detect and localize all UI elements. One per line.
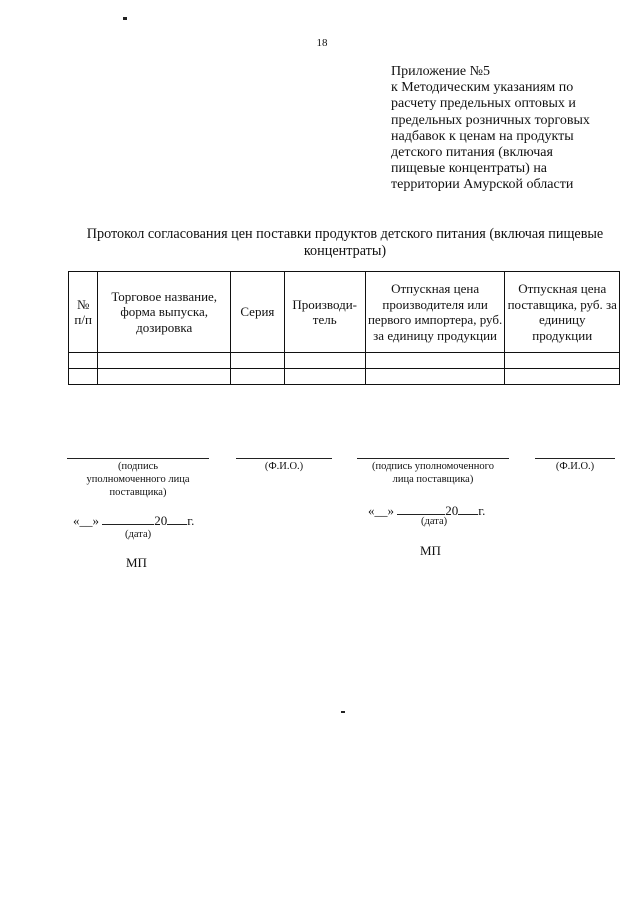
left-signature-caption: (подпись уполномоченного лица поставщика) xyxy=(86,461,190,498)
scan-speck xyxy=(341,711,345,713)
appendix-line: предельных розничных торговых xyxy=(391,112,590,128)
header-supplier-price: Отпускная цена поставщика, руб. за единицу продукции xyxy=(505,272,620,353)
left-date-line xyxy=(73,512,194,529)
appendix-line: Приложение №5 xyxy=(391,64,490,79)
table-cell xyxy=(69,369,98,385)
appendix-line: расчету предельных оптовых и xyxy=(391,96,576,112)
table-cell xyxy=(231,353,285,369)
appendix-line: пищевые концентраты) на xyxy=(391,161,548,177)
appendix-line: к Методическим указаниям по xyxy=(391,80,574,96)
appendix-note xyxy=(391,64,621,194)
table-cell xyxy=(365,369,505,385)
right-signature-caption: (подпись уполномоченного лица поставщика) xyxy=(372,461,494,485)
right-date-day: «__» xyxy=(368,503,394,518)
left-stamp: МП xyxy=(126,555,147,570)
page-number: 18 xyxy=(316,37,328,49)
right-date-year: 20 xyxy=(445,503,459,518)
document-title xyxy=(60,226,630,259)
header-trade-name: Торговое название, форма выпуска, дозировка xyxy=(98,272,231,353)
table-header-row xyxy=(69,272,620,353)
left-name-caption: (Ф.И.О.) xyxy=(264,461,304,472)
table-cell xyxy=(505,353,620,369)
left-date-caption: (дата) xyxy=(125,529,152,540)
table-cell xyxy=(284,353,365,369)
table-cell xyxy=(365,353,505,369)
table-cell xyxy=(505,369,620,385)
right-date-month-blank xyxy=(397,502,445,515)
left-name-line xyxy=(236,458,332,459)
header-number: № п/п xyxy=(69,272,98,353)
left-date-month-blank xyxy=(102,512,154,525)
header-series: Серия xyxy=(231,272,285,353)
right-stamp: МП xyxy=(420,543,441,558)
table-cell xyxy=(284,369,365,385)
left-date-suffix: г. xyxy=(187,513,195,528)
right-name-caption: (Ф.И.О.) xyxy=(555,461,595,472)
right-signature-line xyxy=(357,458,509,459)
appendix-line: надбавок к ценам на продукты xyxy=(391,128,574,144)
title-line-1: Протокол согласования цен поставки продуктов детского питания (включая пищевые xyxy=(86,226,604,242)
appendix-line: территории Амурской области xyxy=(391,177,574,193)
scan-speck xyxy=(123,17,127,20)
table-row xyxy=(69,369,620,385)
table-row xyxy=(69,353,620,369)
right-date-year-blank xyxy=(458,502,478,515)
table-cell xyxy=(98,369,231,385)
left-date-year: 20 xyxy=(154,513,168,528)
appendix-line: детского питания (включая xyxy=(391,145,553,161)
header-manufacturer-price: Отпускная цена производителя или первого импортера, руб. за единицу продукции xyxy=(365,272,505,353)
table-cell xyxy=(98,353,231,369)
title-line-2: концентраты) xyxy=(303,242,387,259)
left-date-year-blank xyxy=(167,512,187,525)
table-cell xyxy=(69,353,98,369)
right-date-suffix: г. xyxy=(478,503,486,518)
table-cell xyxy=(231,369,285,385)
left-signature-line xyxy=(67,458,209,459)
header-manufacturer: Производи-тель xyxy=(284,272,365,353)
right-name-line xyxy=(535,458,615,459)
price-table xyxy=(68,271,620,385)
right-date-caption: (дата) xyxy=(421,516,448,527)
left-date-day: «__» xyxy=(73,513,99,528)
